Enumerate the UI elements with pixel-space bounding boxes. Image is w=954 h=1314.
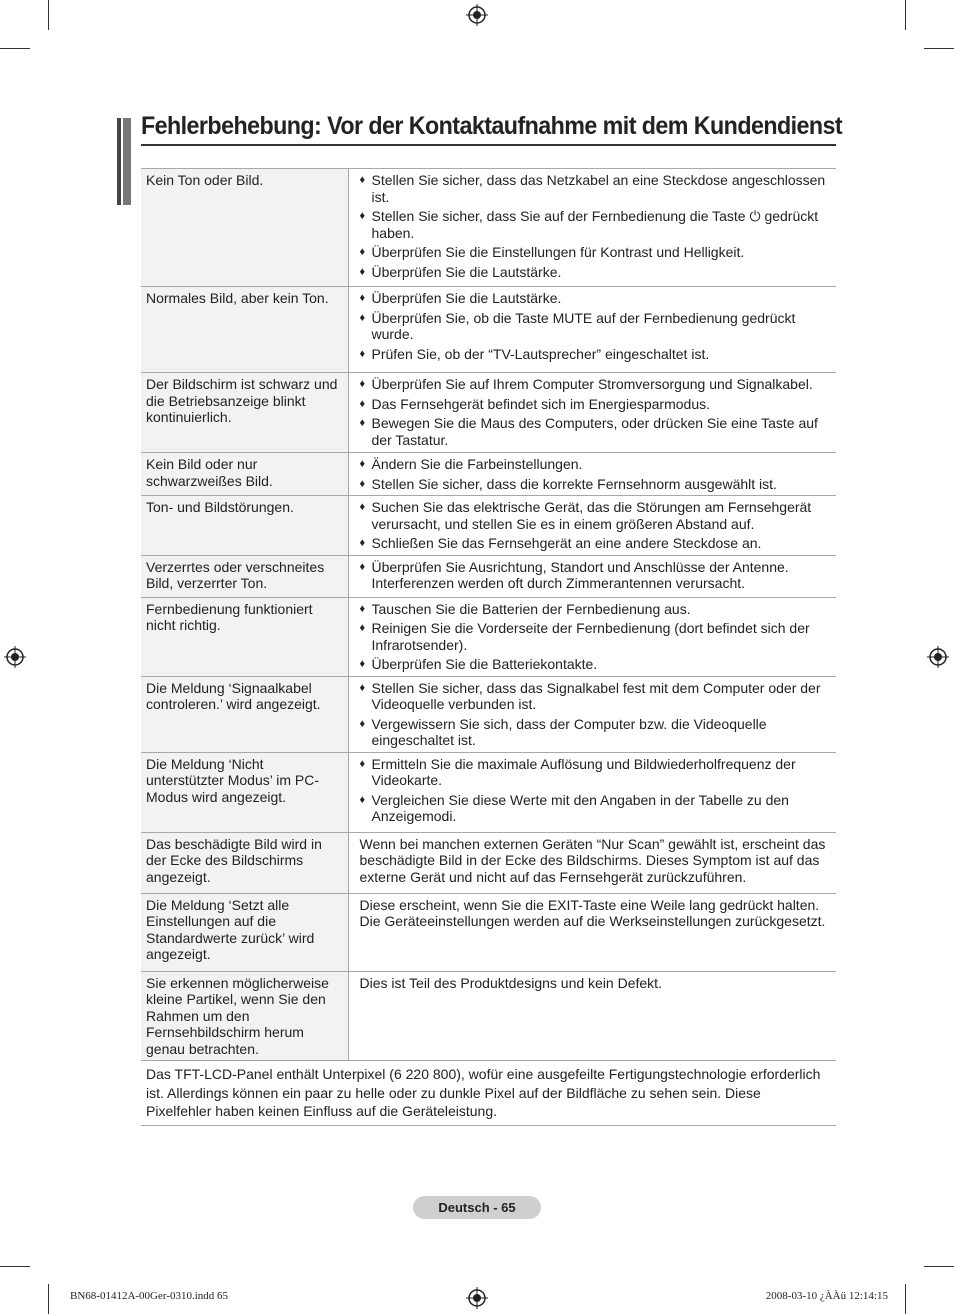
table-row xyxy=(141,287,836,373)
problem-cell: Verzerrtes oder verschneites Bild, verzerrter Ton. xyxy=(141,555,348,597)
bullet-icon: ♦ xyxy=(359,417,366,429)
list-item: ♦ Ermitteln Sie die maximale Auflösung und Bildwiederholfrequenz der Videokarte. xyxy=(359,755,796,788)
solution-list xyxy=(360,172,831,280)
list-item: ♦ Überprüfen Sie die Batteriekontakte. xyxy=(359,656,598,672)
crop-mark xyxy=(48,1284,49,1314)
solution-cell xyxy=(348,555,836,597)
list-item: ♦ Überprüfen Sie auf Ihrem Computer Stromversorgung und Signalkabel. xyxy=(359,376,813,392)
table-row xyxy=(141,169,836,287)
bullet-icon: ♦ xyxy=(359,537,366,549)
solution-text: Wenn bei manchen externen Geräten “Nur Scan” gewählt ist, erscheint das beschädigte Bild in der Ecke des Bildschirms. Dieses Symptom ist auf das externe Gerät und nicht auf das Fernsehgerät zurückzuführen. xyxy=(359,835,826,885)
solution-cell xyxy=(348,496,836,556)
crop-mark xyxy=(48,0,49,30)
table-row xyxy=(141,373,836,453)
problem-cell: Die Meldung ‘Setzt alle Einstellungen auf die Standardwerte zurück’ wird angezeigt. xyxy=(141,893,348,971)
footer-file-info: BN68-01412A-00Ger-0310.indd 65 xyxy=(70,1290,229,1302)
problem-cell: Normales Bild, aber kein Ton. xyxy=(141,287,348,373)
problem-cell: Fernbedienung funktioniert nicht richtig. xyxy=(141,597,348,676)
bullet-icon: ♦ xyxy=(359,501,366,513)
page-number-badge: Deutsch - 65 xyxy=(413,1196,541,1219)
solution-cell xyxy=(348,373,836,453)
bullet-icon: ♦ xyxy=(359,458,366,470)
bullet-icon: ♦ xyxy=(359,347,366,360)
registration-mark-icon xyxy=(466,4,488,26)
crop-mark xyxy=(905,1284,906,1314)
solution-text: Diese erscheint, wenn Sie die EXIT-Taste eine Weile lang gedrückt halten. Die Geräteeinstellungen werden auf die Werkseinstellungen zurückgesetzt. xyxy=(359,896,826,929)
bullet-icon: ♦ xyxy=(359,311,366,324)
crop-mark xyxy=(924,48,954,49)
bullet-icon: ♦ xyxy=(359,602,366,615)
crop-mark xyxy=(0,1266,30,1267)
solution-cell xyxy=(348,832,836,893)
solution-text: Dies ist Teil des Produktdesigns und kein Defekt. xyxy=(359,974,662,991)
table-row xyxy=(141,752,836,832)
bullet-icon: ♦ xyxy=(359,793,366,806)
list-item: ♦ Reinigen Sie die Vorderseite der Fernbedienung (dort befindet sich der Infrarotsender). xyxy=(359,620,810,653)
troubleshooting-table xyxy=(141,168,836,1126)
solution-cell xyxy=(348,169,836,287)
table-row xyxy=(141,1061,836,1126)
page-title: Fehlerbehebung: Vor der Kontaktaufnahme mit dem Kundendienst xyxy=(141,112,843,140)
list-item: ♦ Stellen Sie sicher, dass die korrekte Fernsehnorm ausgewählt ist. xyxy=(359,475,777,492)
solution-list xyxy=(360,499,831,552)
solution-list xyxy=(360,376,831,448)
bullet-icon: ♦ xyxy=(359,622,366,634)
crop-mark xyxy=(905,0,906,30)
list-item: ♦ Stellen Sie sicher, dass das Signalkabel fest mit dem Computer oder der Videoquelle verbunden ist. xyxy=(359,679,821,712)
registration-mark-icon xyxy=(466,1287,488,1309)
table-row xyxy=(141,555,836,597)
problem-cell: Das beschädigte Bild wird in der Ecke des Bildschirms angezeigt. xyxy=(141,832,348,893)
table-row xyxy=(141,971,836,1061)
list-item: ♦ Suchen Sie das elektrische Gerät, das die Störungen am Fernsehgerät verursacht, und stellen Sie es in einem größeren Abstand auf. xyxy=(359,499,812,532)
list-item: ♦ Schließen Sie das Fernsehgerät an eine andere Steckdose an. xyxy=(359,535,762,551)
bullet-icon: ♦ xyxy=(359,477,366,490)
table-row xyxy=(141,496,836,556)
list-item: ♦ Ändern Sie die Farbeinstellungen. xyxy=(359,456,583,472)
list-item: ♦ Überprüfen Sie die Lautstärke. xyxy=(359,290,562,306)
problem-cell: Der Bildschirm ist schwarz und die Betriebsanzeige blinkt kontinuierlich. xyxy=(141,373,348,453)
bullet-icon: ♦ xyxy=(359,246,366,258)
solution-cell xyxy=(348,752,836,832)
table-row xyxy=(141,832,836,893)
list-item: ♦ Stellen Sie sicher, dass das Netzkabel an eine Steckdose angeschlossen ist. xyxy=(359,172,826,205)
title-accent-bar xyxy=(117,118,131,205)
solution-cell xyxy=(348,453,836,496)
pixel-note: Das TFT-LCD-Panel enthält Unterpixel (6 220 800), wofür eine ausgefeilte Fertigungstechnologie erforderlich ist. Allerdings können ein paar zu helle oder zu dunkle Pixel auf der Bildfläche zu sehen sein. Diese Pixelfehler haben keinen Einfluss auf die Geräteleistung. xyxy=(141,1061,836,1126)
problem-cell: Kein Bild oder nur schwarzweißes Bild. xyxy=(141,453,348,496)
solution-list xyxy=(360,559,831,592)
footer-timestamp: 2008-03-10 ¿ÀÀü 12:14:15 xyxy=(765,1290,888,1302)
crop-mark xyxy=(924,1266,954,1267)
list-item: ♦ Prüfen Sie, ob der “TV-Lautsprecher” eingeschaltet ist. xyxy=(359,345,710,362)
bullet-icon: ♦ xyxy=(359,265,366,278)
list-item: ♦ Überprüfen Sie Ausrichtung, Standort und Anschlüsse der Antenne. Interferenzen werden oft durch Zimmerantennen verursacht. xyxy=(359,558,789,591)
list-item: ♦ Vergewissern Sie sich, dass der Computer bzw. die Videoquelle eingeschaltet ist. xyxy=(359,715,767,748)
bullet-icon: ♦ xyxy=(359,717,366,730)
list-item: ♦ Stellen Sie sicher, dass Sie auf der Fernbedienung die Taste ⏻ gedrückt haben. xyxy=(359,208,819,241)
problem-cell: Ton- und Bildstörungen. xyxy=(141,496,348,556)
solution-list xyxy=(360,601,831,673)
solution-cell xyxy=(348,676,836,752)
solution-cell xyxy=(348,287,836,373)
table-row xyxy=(141,597,836,676)
solution-list xyxy=(360,680,831,749)
solution-list xyxy=(360,290,831,362)
bullet-icon: ♦ xyxy=(359,681,366,694)
problem-cell: Die Meldung ‘Signaalkabel controleren.’ wird angezeigt. xyxy=(141,676,348,752)
crop-mark xyxy=(0,48,30,49)
problem-cell: Kein Ton oder Bild. xyxy=(141,169,348,287)
solution-cell xyxy=(348,893,836,971)
bullet-icon: ♦ xyxy=(359,210,366,222)
table-row xyxy=(141,676,836,752)
bullet-icon: ♦ xyxy=(359,292,366,304)
bullet-icon: ♦ xyxy=(359,397,366,410)
list-item: ♦ Überprüfen Sie die Lautstärke. xyxy=(359,263,562,280)
registration-mark-icon xyxy=(927,646,949,668)
solution-cell xyxy=(348,597,836,676)
registration-mark-icon xyxy=(4,646,26,668)
list-item: ♦ Bewegen Sie die Maus des Computers, oder drücken Sie eine Taste auf der Tastatur. xyxy=(359,415,818,448)
list-item: ♦ Das Fernsehgerät befindet sich im Energiesparmodus. xyxy=(359,395,711,412)
solution-list xyxy=(360,456,831,492)
list-item: ♦ Überprüfen Sie die Einstellungen für Kontrast und Helligkeit. xyxy=(359,244,745,260)
bullet-icon: ♦ xyxy=(359,378,366,390)
list-item: ♦ Überprüfen Sie, ob die Taste MUTE auf der Fernbedienung gedrückt wurde. xyxy=(359,309,796,342)
title-underline xyxy=(141,144,836,146)
table-row xyxy=(141,893,836,971)
problem-cell: Sie erkennen möglicherweise kleine Partikel, wenn Sie den Rahmen um den Fernsehbildschirm herum genau betrachten. xyxy=(141,971,348,1061)
bullet-icon: ♦ xyxy=(359,757,366,770)
list-item: ♦ Vergleichen Sie diese Werte mit den Angaben in der Tabelle zu den Anzeigemodi. xyxy=(359,791,789,824)
bullet-icon: ♦ xyxy=(359,560,366,573)
bullet-icon: ♦ xyxy=(359,174,366,186)
bullet-icon: ♦ xyxy=(359,658,366,670)
solution-list xyxy=(360,756,831,825)
list-item: ♦ Tauschen Sie die Batterien der Fernbedienung aus. xyxy=(359,600,691,617)
problem-cell: Die Meldung ‘Nicht unterstützter Modus’ im PC-Modus wird angezeigt. xyxy=(141,752,348,832)
table-row xyxy=(141,453,836,496)
solution-cell xyxy=(348,971,836,1061)
